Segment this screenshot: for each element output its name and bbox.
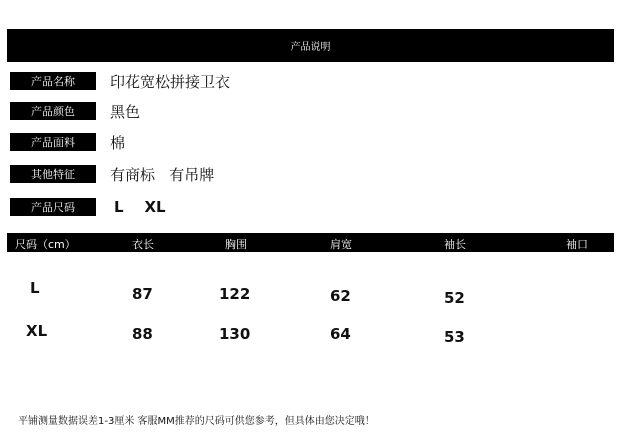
attr-value: 有商标 有吊牌 — [110, 165, 215, 184]
cell-chest: 122 — [219, 285, 251, 303]
product-info-banner — [7, 29, 614, 62]
attr-value: 印花宽松拼接卫衣 — [110, 72, 231, 91]
attr-value: 棉 — [110, 133, 126, 152]
attr-label: 产品尺码 — [10, 198, 96, 216]
attr-row-fabric — [10, 133, 125, 151]
attr-label: 产品颜色 — [10, 102, 96, 120]
attr-label: 产品名称 — [10, 72, 96, 90]
cell-sleeve: 53 — [444, 328, 465, 346]
size-table-header — [7, 233, 614, 252]
attr-label: 其他特征 — [10, 165, 96, 183]
cell-length: 87 — [132, 285, 153, 303]
attr-value: 黑色 — [110, 102, 141, 121]
footer-note: 平铺测量数据误差1-3厘米 客服MM推荐的尺码可供您参考，但具体由您决定哦！ — [18, 416, 375, 427]
cell-shoulder: 62 — [330, 287, 351, 305]
attr-row-name — [10, 72, 230, 90]
col-header-chest: 胸围 — [225, 238, 247, 251]
cell-length: 88 — [132, 325, 153, 343]
banner-title: 产品说明 — [290, 42, 331, 53]
cell-size: L — [30, 279, 40, 297]
col-header-sleeve: 袖长 — [444, 238, 466, 251]
attr-row-sizes — [10, 198, 166, 216]
attr-label: 产品面料 — [10, 133, 96, 151]
attr-row-features — [10, 165, 214, 183]
col-header-length: 衣长 — [132, 238, 154, 251]
col-header-cuff: 袖口 — [566, 238, 588, 251]
cell-shoulder: 64 — [330, 325, 351, 343]
attr-row-color — [10, 102, 140, 120]
col-header-size: 尺码（cm） — [15, 238, 76, 251]
cell-chest: 130 — [219, 325, 251, 343]
cell-size: XL — [26, 322, 48, 340]
col-header-shoulder: 肩宽 — [330, 238, 352, 251]
cell-sleeve: 52 — [444, 289, 465, 307]
attr-value: L XL — [114, 198, 166, 216]
